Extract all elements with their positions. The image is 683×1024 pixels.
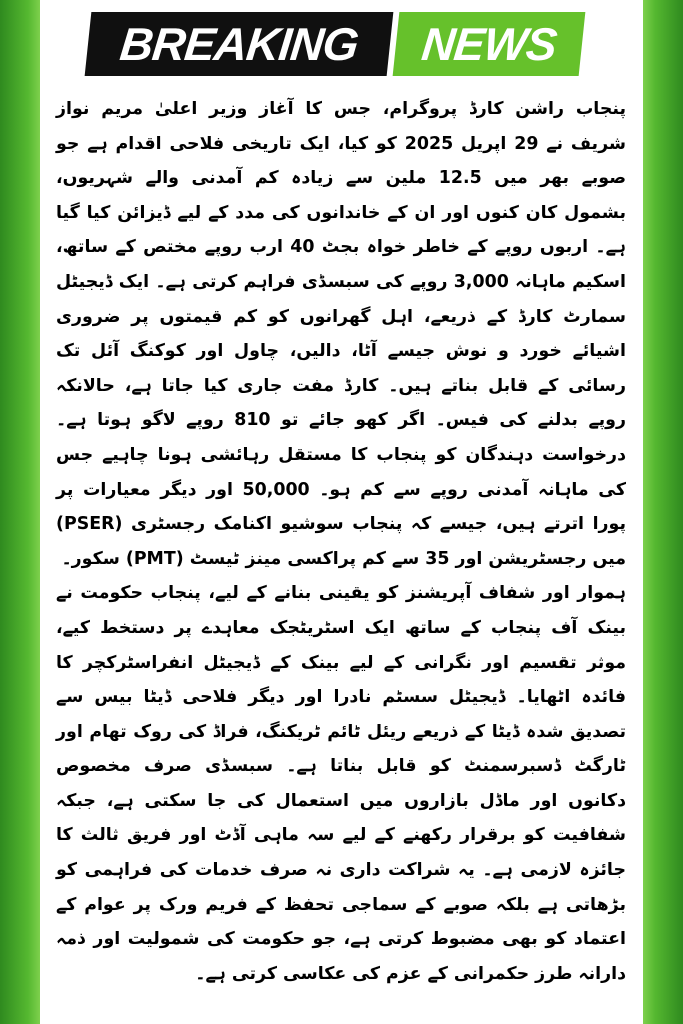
right-green-border (643, 0, 683, 1024)
article-paragraph-1: پنجاب راشن کارڈ پروگرام، جس کا آغاز وزیر اعلیٰ مریم نواز شریف نے 29 اپریل 2025 کو کیا، ایک تاریخی فلاحی اقدام ہے جو صوبے بھر میں 12.5 ملین سے زیادہ کم آمدنی والے شہریوں، بشمول کان کنوں اور ان کے خاندانوں کی مدد کے لیے ڈیزائن کیا گیا ہے۔ اربوں روپے کے خاطر خواہ بجٹ 40 ارب روپے مختص کے ساتھ، اسکیم ماہانہ 3,000 روپے کی سبسڈی فراہم کرتی ہے۔ ایک ڈیجیٹل سمارٹ کارڈ کے ذریعے، اہل گھرانوں کو کم قیمتوں پر ضروری اشیائے خورد و نوش جیسے آٹا، دالیں، چاول اور کوکنگ آئل تک رسائی کے قابل بناتے ہیں۔ کارڈ مفت جاری کیا جاتا ہے، حالانکہ روپے بدلنے کی فیس۔ اگر کھو جائے تو 810 روپے لاگو ہوتا ہے۔ درخواست دہندگان کو پنجاب کا مستقل رہائشی ہونا چاہیے جس کی ماہانہ آمدنی روپے سے کم ہو۔ 50,000 اور دیگر معیارات پر پورا اترتے ہیں، جیسے کہ پنجاب سوشیو اکنامک رجسٹری (PSER) میں رجسٹریشن اور 35 سے کم پراکسی مینز ٹیسٹ (PMT) سکور۔ (56, 99, 626, 569)
article-paragraph-2: ہموار اور شفاف آپریشنز کو یقینی بنانے کے لیے، پنجاب حکومت نے بینک آف پنجاب کے ساتھ ایک اسٹریٹجک معاہدے پر دستخط کیے، موثر تقسیم اور نگرانی کے لیے بینک کے ڈیجیٹل انفراسٹرکچر کا فائدہ اٹھایا۔ ڈیجیٹل سسٹم نادرا اور دیگر فلاحی ڈیٹا بیس سے تصدیق شدہ ڈیٹا کے ذریعے ریئل ٹائم ٹریکنگ، فراڈ کی روک تھام اور ٹارگٹ ڈسبرسمنٹ کو قابل بناتا ہے۔ سبسڈی صرف مخصوص دکانوں اور ماڈل بازاروں میں استعمال کی جا سکتی ہے، جبکہ شفافیت کو برقرار رکھنے کے لیے سہ ماہی آڈٹ اور فریق ثالث کا جائزہ لازمی ہے۔ یہ شراکت داری نہ صرف خدمات کی فراہمی کو بڑھاتی ہے بلکہ صوبے کے سماجی تحفظ کے فریم ورک پر عوام کے اعتماد کو بھی مضبوط کرتی ہے، جو حکومت کی شمولیت اور ذمہ دارانہ طرز حکمرانی کے عزم کی عکاسی کرتی ہے۔ (56, 583, 626, 984)
left-green-border (0, 0, 40, 1024)
breaking-label: BREAKING (85, 12, 394, 76)
news-label: NEWS (393, 12, 586, 76)
breaking-news-banner (88, 12, 590, 76)
article-body (56, 92, 626, 991)
